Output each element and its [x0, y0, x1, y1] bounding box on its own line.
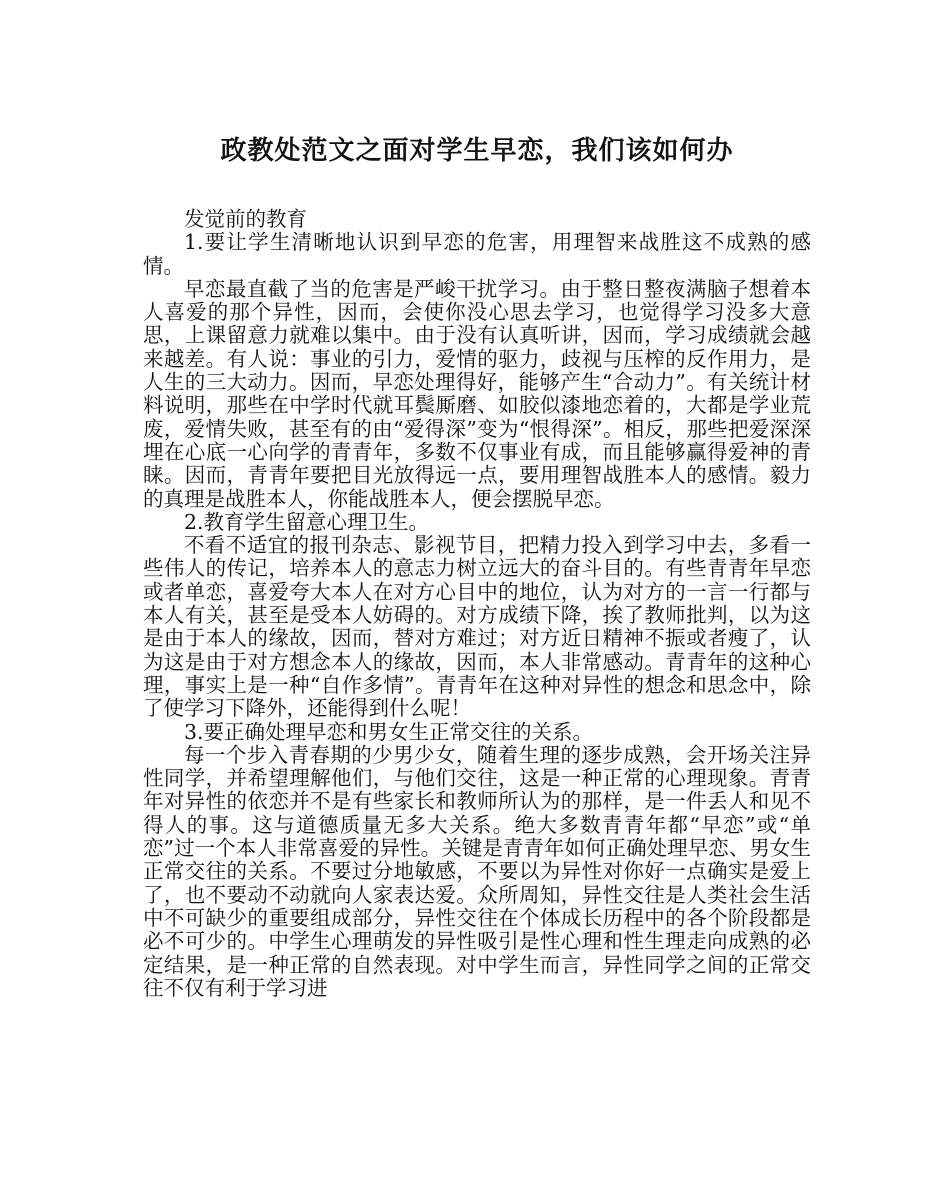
point-heading: 2.教育学生留意心理卫生。 [184, 509, 430, 534]
body-paragraph: 不看不适宜的报刊杂志、影视节目，把精力投入到学习中去，多看一些伟人的传记，培养本人的意志力树立远大的奋斗目的。有些青青年早恋或者单恋，喜爱夸大本人在对方心目中的地位，认为对方的一言一行都与本人有关，甚至是受本人妨碍的。对方成绩下降，挨了教师批判，以为这是由于本人的缘故，因而，替对方难过；对方近日精神不振或者瘦了，认为这是由于对方想念本人的缘故，因而，本人非常感动。青青年的这种心理，事实上是一种“自作多情”。青青年在这种对异性的想念和思念中，除了使学习下降外，还能得到什么呢！ [143, 533, 811, 721]
document-page [143, 0, 811, 1189]
point-heading: 1.要让学生清晰地认识到早恋的危害，用理智来战胜这不成熟的感情。 [143, 230, 811, 278]
section-heading: 发觉前的教育 [184, 207, 307, 231]
body-paragraph: 每一个步入青春期的少男少女，随着生理的逐步成熟，会开场关注异性同学，并希望理解他们，与他们交往，这是一种正常的心理现象。青青年对异性的依恋并不是有些家长和教师所认为的那样，是一件丢人和见不得人的事。这与道德质量无多大关系。绝大多数青青年都“早恋”或“单恋”过一个本人非常喜爱的异性。关键是青青年如何正确处理早恋、男女生正常交往的关系。不要过分地敏感，不要以为异性对你好一点确实是爱上了，也不要动不动就向人家表达爱。众所周知，异性交往是人类社会生活中不可缺少的重要组成部分，异性交往在个体成长历程中的各个阶段都是必不可少的。中学生心理萌发的异性吸引是性心理和性生理走向成熟的必定结果，是一种正常的自然表现。对中学生而言，异性同学之间的正常交往不仅有利于学习进 [143, 742, 811, 1000]
body-paragraph: 早恋最直截了当的危害是严峻干扰学习。由于整日整夜满脑子想着本人喜爱的那个异性，因而，会使你没心思去学习，也觉得学习没多大意思，上课留意力就难以集中。由于没有认真听讲，因而，学习成绩就会越来越差。有人说：事业的引力，爱情的驱力，歧视与压榨的反作用力，是人生的三大动力。因而，早恋处理得好，能够产生“合动力”。有关统计材料说明，那些在中学时代就耳鬓厮磨、如胶似漆地恋着的，大都是学业荒废，爱情失败，甚至有的由“爱得深”变为“恨得深”。相反，那些把爱深深埋在心底一心向学的青青年，多数不仅事业有成，而且能够赢得爱神的青睐。因而，青青年要把目光放得远一点，要用理智战胜本人的感情。毅力的真理是战胜本人，你能战胜本人，便会摆脱早恋。 [143, 276, 811, 511]
point-heading: 3.要正确处理早恋和男女生正常交往的关系。 [184, 719, 594, 744]
document-body [143, 208, 811, 1000]
document-title: 政教处范文之面对学生早恋，我们该如何办 [220, 136, 734, 166]
